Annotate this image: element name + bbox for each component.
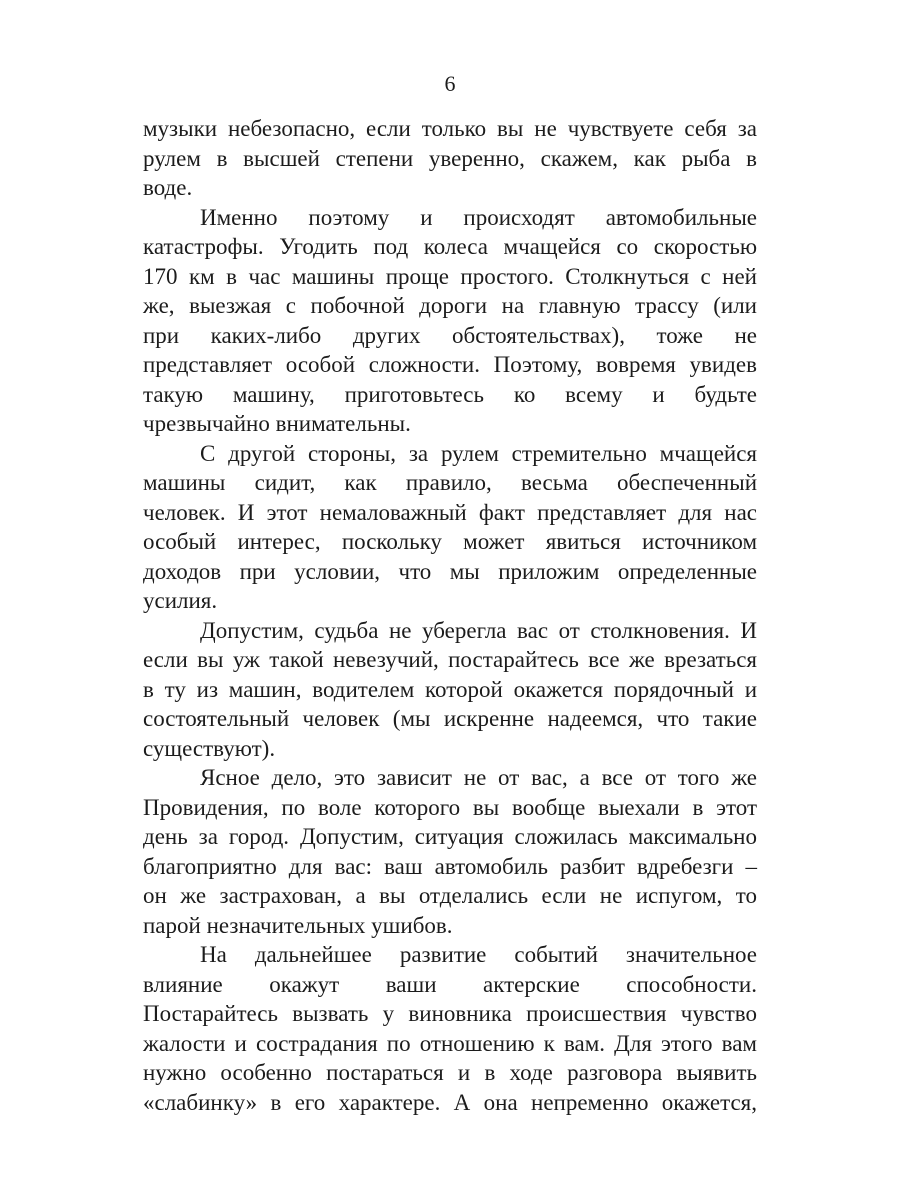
text-line: Ясное дело, это зависит не от вас, а все от того же [200,765,757,790]
text-line: воде. [143,175,193,200]
text-line: Именно поэтому и происходят автомобильные [200,204,757,230]
text-line: «слабинку» в его характере. А она непременно окажется, [143,1089,757,1115]
text-line: если вы уж такой невезучий, постарайтесь все же врезаться [143,647,757,672]
text-line: человек. И этот немаловажный факт представляет для нас [143,499,757,525]
text-line: представляет особой сложности. Поэтому, вовремя увидев [143,352,757,377]
text-line: машины сидит, как правило, весьма обеспеченный [143,470,757,495]
text-line: На дальнейшее развитие событий значительное [200,942,757,967]
text-line: жалости и сострадания по отношению к вам. Для этого вам [143,1030,757,1056]
text-line: музыки небезопасно, если только вы не чувствуете себя за [143,116,757,141]
text-line: особый интерес, поскольку может явиться источником [143,529,757,554]
text-line: благоприятно для вас: ваш автомобиль разбит вдребезги – [143,853,757,879]
text-line: рулем в высшей степени уверенно, скажем, как рыба в [143,145,757,171]
text-line: существуют). [143,735,276,761]
text-line: Постарайтесь вызвать у виновника происшествия чувство [143,1001,757,1026]
text-line: в ту из машин, водителем которой окажется порядочный и [143,676,757,702]
text-line: он же застрахован, а вы отделались если не испугом, то [143,883,757,908]
paragraph [143,114,757,203]
paragraph [143,940,757,1117]
text-line: Провидения, по воле которого вы вообще выехали в этот [143,794,757,820]
text-line: же, выезжая с побочной дороги на главную трассу (или [143,293,757,318]
text-line: С другой стороны, за рулем стремительно мчащейся [200,440,757,466]
paragraph [143,439,757,616]
paragraph [143,203,757,439]
paragraph [143,616,757,764]
text-line: доходов при условии, что мы приложим определенные [143,558,757,584]
text-line: при каких-либо других обстоятельствах), тоже не [143,322,757,348]
paragraph [143,763,757,940]
text-line: состоятельный человек (мы искренне надеемся, что такие [143,706,757,731]
text-line: нужно особенно постараться и в ходе разговора выявить [143,1060,757,1085]
text-line: чрезвычайно внимательны. [143,411,411,436]
text-line: Допустим, судьба не уберегла вас от столкновения. И [200,617,757,643]
page-number: 6 [444,71,456,96]
text-line: влияние окажут ваши актерские способности. [143,971,757,997]
text-line: катастрофы. Угодить под колеса мчащейся со скоростью [143,234,757,259]
body-text [143,114,757,1117]
text-line: такую машину, приготовьтесь ко всему и будьте [143,381,757,407]
text-line: день за город. Допустим, ситуация сложилась максимально [143,824,757,849]
text-line: парой незначительных ушибов. [143,912,453,938]
text-line: 170 км в час машины проще простого. Столкнуться с ней [143,263,757,289]
text-line: усилия. [143,588,218,613]
